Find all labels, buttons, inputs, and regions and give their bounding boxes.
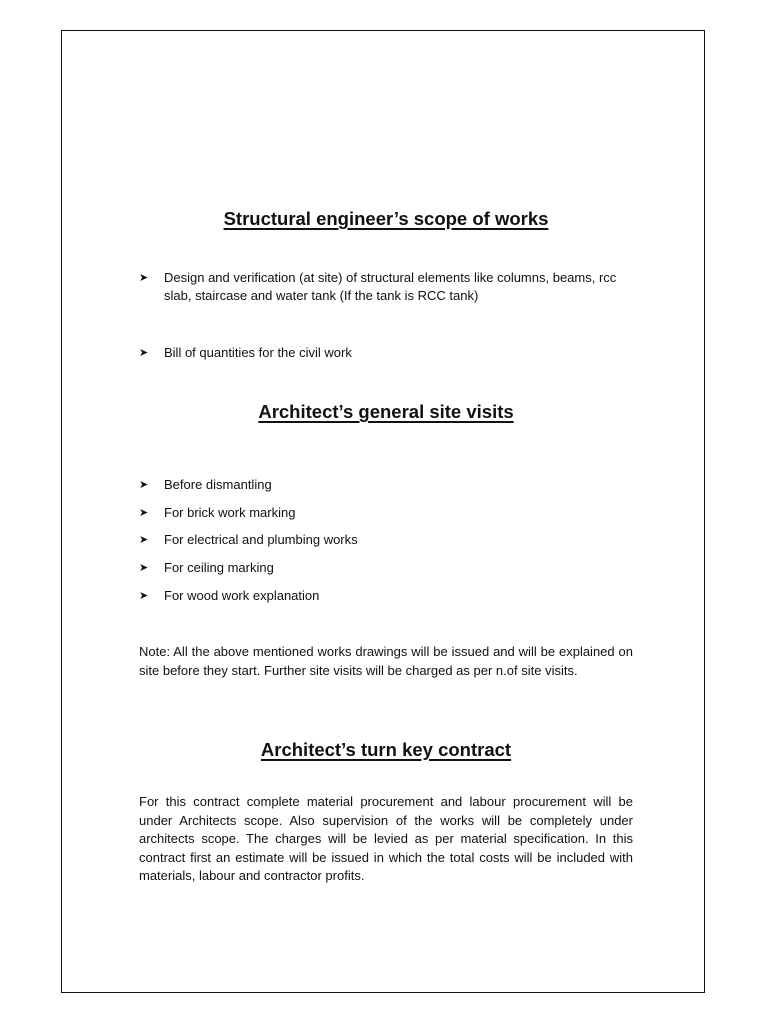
- arrow-bullet-icon: ➤: [139, 507, 149, 519]
- list-item: [139, 531, 633, 549]
- arrow-bullet-icon: ➤: [139, 590, 149, 602]
- list-item: [139, 587, 633, 605]
- list-item: [139, 504, 633, 522]
- note-paragraph: Note: All the above mentioned works drawings will be issued and will be explained on site before they start. Further site visits will be charged as per n.of site visits.: [139, 644, 633, 678]
- list-item-text: Bill of quantities for the civil work: [164, 345, 352, 360]
- list-item: [139, 269, 633, 305]
- arrow-bullet-icon: ➤: [139, 272, 149, 284]
- heading-structural-scope: Structural engineer’s scope of works: [223, 208, 549, 229]
- list-item-text: Design and verification (at site) of structural elements like columns, beams, rcc slab, staircase and water tank (If the tank is RCC tank): [164, 270, 617, 303]
- arrow-bullet-icon: ➤: [139, 347, 149, 359]
- list-item: [139, 559, 633, 577]
- turn-key-paragraph: For this contract complete material procurement and labour procurement will be under Architects scope. Also supervision of the works will be completely under architects scope. The charges will be levied as per material specification. In this contract first an estimate will be issued in which the total costs will be included with materials, labour and contractor profits.: [139, 794, 633, 883]
- list-item: [139, 476, 633, 494]
- list-item-text: For brick work marking: [164, 505, 296, 520]
- arrow-bullet-icon: ➤: [139, 534, 149, 546]
- arrow-bullet-icon: ➤: [139, 562, 149, 574]
- list-item-text: For wood work explanation: [164, 588, 320, 603]
- arrow-bullet-icon: ➤: [139, 479, 149, 491]
- list-item-text: For ceiling marking: [164, 560, 274, 575]
- heading-turn-key-contract: Architect’s turn key contract: [260, 739, 512, 760]
- list-item-text: Before dismantling: [164, 477, 272, 492]
- list-item-text: For electrical and plumbing works: [164, 532, 358, 547]
- list-item: [139, 344, 633, 362]
- heading-general-site-visits: Architect’s general site visits: [258, 401, 514, 422]
